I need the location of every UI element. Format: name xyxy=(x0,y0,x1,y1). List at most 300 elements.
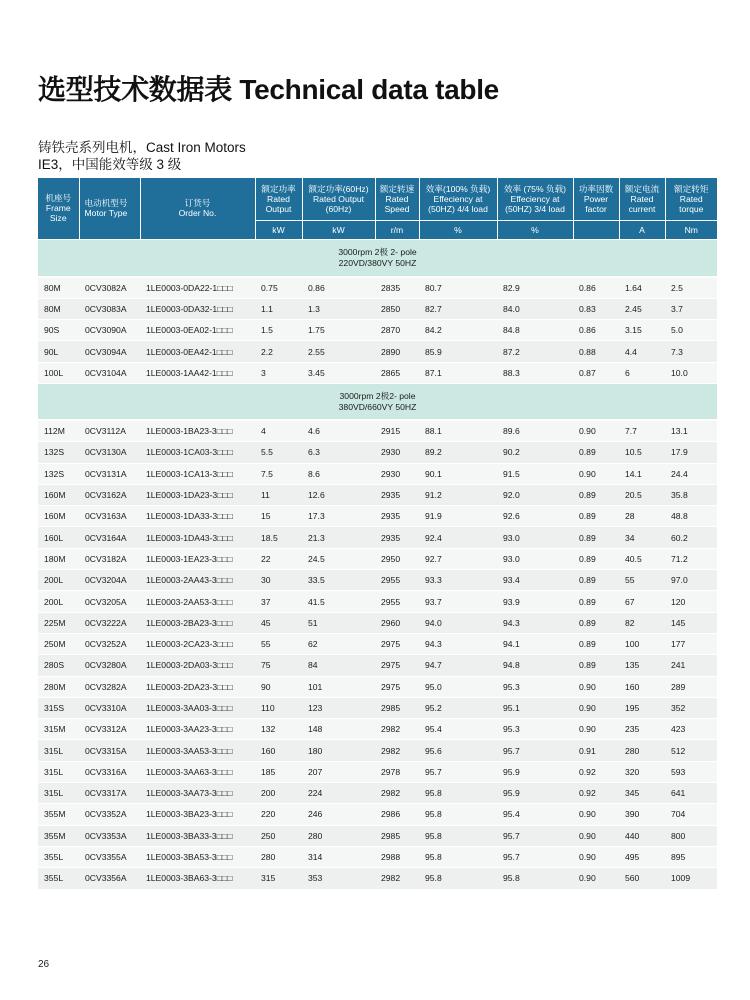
table-cell: 352 xyxy=(665,697,717,718)
subtitle-line-2: IE3，中国能效等级 3 级 xyxy=(38,157,182,172)
table-cell: 85.9 xyxy=(419,341,497,362)
table-cell: 132S xyxy=(38,442,79,463)
table-row xyxy=(38,298,717,319)
unit-cell: kW xyxy=(302,220,375,239)
table-row xyxy=(38,341,717,362)
table-cell: 95.7 xyxy=(497,740,573,761)
table-cell: 0CV3090A xyxy=(79,320,140,341)
table-cell: 0CV3204A xyxy=(79,570,140,591)
table-cell: 89.2 xyxy=(419,442,497,463)
table-cell: 0CV3316A xyxy=(79,761,140,782)
table-cell: 17.9 xyxy=(665,442,717,463)
table-cell: 80M xyxy=(38,277,79,298)
table-cell: 315S xyxy=(38,697,79,718)
table-cell: 2.55 xyxy=(302,341,375,362)
table-cell: 1.5 xyxy=(255,320,302,341)
table-cell: 55 xyxy=(619,570,665,591)
table-cell: 80M xyxy=(38,298,79,319)
table-cell: 135 xyxy=(619,655,665,676)
section-label: 3000rpm 2极 2- pole 220VD/380VY 50HZ xyxy=(38,239,717,277)
table-cell: 90S xyxy=(38,320,79,341)
table-cell: 0CV3315A xyxy=(79,740,140,761)
table-cell: 0.89 xyxy=(573,591,619,612)
table-cell: 1LE0003-0EA02-1□□□ xyxy=(140,320,255,341)
table-cell: 0CV3352A xyxy=(79,804,140,825)
table-cell: 224 xyxy=(302,783,375,804)
subtitle xyxy=(38,139,246,173)
table-cell: 1LE0003-2DA23-3□□□ xyxy=(140,676,255,697)
table-cell: 250 xyxy=(255,825,302,846)
table-cell: 185 xyxy=(255,761,302,782)
table-cell: 0.86 xyxy=(573,277,619,298)
table-cell: 0CV3130A xyxy=(79,442,140,463)
table-cell: 0.83 xyxy=(573,298,619,319)
table-cell: 48.8 xyxy=(665,506,717,527)
table-cell: 30 xyxy=(255,570,302,591)
table-cell: 1LE0003-2AA53-3□□□ xyxy=(140,591,255,612)
table-cell: 2978 xyxy=(375,761,419,782)
table-cell: 95.4 xyxy=(419,719,497,740)
table-cell: 200L xyxy=(38,570,79,591)
table-cell: 1LE0003-1DA43-3□□□ xyxy=(140,527,255,548)
table-cell: 71.2 xyxy=(665,548,717,569)
table-cell: 423 xyxy=(665,719,717,740)
table-cell: 93.3 xyxy=(419,570,497,591)
table-cell: 390 xyxy=(619,804,665,825)
table-cell: 0CV3280A xyxy=(79,655,140,676)
table-cell: 2890 xyxy=(375,341,419,362)
table-cell: 220 xyxy=(255,804,302,825)
table-cell: 0CV3094A xyxy=(79,341,140,362)
table-cell: 37 xyxy=(255,591,302,612)
table-cell: 3.15 xyxy=(619,320,665,341)
header-rated-current: 额定电流 Rated current xyxy=(619,178,665,220)
table-cell: 0.90 xyxy=(573,804,619,825)
table-cell: 20.5 xyxy=(619,484,665,505)
table-cell: 84.8 xyxy=(497,320,573,341)
header-order-no: 订货号 Order No. xyxy=(140,178,255,239)
table-cell: 0CV3182A xyxy=(79,548,140,569)
table-row xyxy=(38,740,717,761)
table-cell: 95.7 xyxy=(497,825,573,846)
table-cell: 2835 xyxy=(375,277,419,298)
table-cell: 84 xyxy=(302,655,375,676)
header-rated-torque: 额定转矩 Rated torque xyxy=(665,178,717,220)
unit-cell: % xyxy=(497,220,573,239)
table-cell: 12.6 xyxy=(302,484,375,505)
table-cell: 0CV3163A xyxy=(79,506,140,527)
table-row xyxy=(38,655,717,676)
table-cell: 315M xyxy=(38,719,79,740)
table-cell: 345 xyxy=(619,783,665,804)
table-cell: 1LE0003-1DA23-3□□□ xyxy=(140,484,255,505)
table-cell: 93.0 xyxy=(497,548,573,569)
table-cell: 87.1 xyxy=(419,362,497,383)
section-header xyxy=(38,383,717,420)
table-cell: 95.8 xyxy=(419,846,497,867)
table-row xyxy=(38,527,717,548)
table-cell: 1LE0003-3AA63-3□□□ xyxy=(140,761,255,782)
table-cell: 75 xyxy=(255,655,302,676)
table-cell: 84.0 xyxy=(497,298,573,319)
table-cell: 1LE0003-3AA03-3□□□ xyxy=(140,697,255,718)
table-cell: 3.45 xyxy=(302,362,375,383)
table-cell: 67 xyxy=(619,591,665,612)
table-cell: 148 xyxy=(302,719,375,740)
table-cell: 560 xyxy=(619,868,665,889)
table-cell: 6.3 xyxy=(302,442,375,463)
table-cell: 0CV3164A xyxy=(79,527,140,548)
table-cell: 241 xyxy=(665,655,717,676)
table-cell: 0.90 xyxy=(573,846,619,867)
table-cell: 1LE0003-3AA23-3□□□ xyxy=(140,719,255,740)
table-cell: 33.5 xyxy=(302,570,375,591)
table-cell: 0.90 xyxy=(573,825,619,846)
table-cell: 2975 xyxy=(375,676,419,697)
table-cell: 35.8 xyxy=(665,484,717,505)
table-cell: 0CV3355A xyxy=(79,846,140,867)
table-cell: 10.5 xyxy=(619,442,665,463)
table-cell: 0CV3312A xyxy=(79,719,140,740)
page-title: 选型技术数据表 Technical data table xyxy=(38,74,499,105)
table-cell: 90L xyxy=(38,341,79,362)
table-cell: 93.7 xyxy=(419,591,497,612)
table-cell: 95.9 xyxy=(497,783,573,804)
table-row xyxy=(38,719,717,740)
table-cell: 315 xyxy=(255,868,302,889)
table-cell: 0.89 xyxy=(573,548,619,569)
table-cell: 1LE0003-1BA23-3□□□ xyxy=(140,420,255,441)
header-efficiency-100: 效率(100% 负载) Effeciency at (50HZ) 4/4 load xyxy=(419,178,497,220)
table-cell: 10.0 xyxy=(665,362,717,383)
table-cell: 177 xyxy=(665,633,717,654)
table-cell: 2955 xyxy=(375,591,419,612)
table-cell: 0.90 xyxy=(573,463,619,484)
table-cell: 440 xyxy=(619,825,665,846)
table-cell: 2.45 xyxy=(619,298,665,319)
table-cell: 95.8 xyxy=(497,868,573,889)
header-rated-speed: 额定转速 Rated Speed xyxy=(375,178,419,220)
table-row xyxy=(38,420,717,441)
header-power-factor: 功率因数 Power factor xyxy=(573,178,619,220)
table-cell: 641 xyxy=(665,783,717,804)
table-cell: 95.7 xyxy=(419,761,497,782)
table-cell: 2985 xyxy=(375,697,419,718)
table-cell: 320 xyxy=(619,761,665,782)
table-cell: 87.2 xyxy=(497,341,573,362)
table-cell: 0.86 xyxy=(302,277,375,298)
table-cell: 314 xyxy=(302,846,375,867)
table-cell: 95.0 xyxy=(419,676,497,697)
table-cell: 95.8 xyxy=(419,825,497,846)
table-cell: 120 xyxy=(665,591,717,612)
table-cell: 7.3 xyxy=(665,341,717,362)
table-cell: 1LE0003-2BA23-3□□□ xyxy=(140,612,255,633)
table-row xyxy=(38,277,717,298)
table-cell: 0.89 xyxy=(573,506,619,527)
table-cell: 80.7 xyxy=(419,277,497,298)
table-cell: 18.5 xyxy=(255,527,302,548)
table-cell: 123 xyxy=(302,697,375,718)
table-cell: 160M xyxy=(38,506,79,527)
table-cell: 24.4 xyxy=(665,463,717,484)
table-cell: 94.3 xyxy=(419,633,497,654)
table-cell: 101 xyxy=(302,676,375,697)
table-cell: 91.2 xyxy=(419,484,497,505)
table-cell: 250M xyxy=(38,633,79,654)
unit-cell: r/m xyxy=(375,220,419,239)
table-cell: 160L xyxy=(38,527,79,548)
table-cell: 2982 xyxy=(375,868,419,889)
table-cell: 355M xyxy=(38,804,79,825)
table-cell: 91.5 xyxy=(497,463,573,484)
table-cell: 7.7 xyxy=(619,420,665,441)
table-cell: 1LE0003-1DA33-3□□□ xyxy=(140,506,255,527)
table-cell: 41.5 xyxy=(302,591,375,612)
table-cell: 62 xyxy=(302,633,375,654)
table-cell: 2870 xyxy=(375,320,419,341)
table-cell: 0.89 xyxy=(573,484,619,505)
table-row xyxy=(38,362,717,383)
table-cell: 97.0 xyxy=(665,570,717,591)
table-cell: 2950 xyxy=(375,548,419,569)
table-row xyxy=(38,548,717,569)
table-cell: 289 xyxy=(665,676,717,697)
header-frame-size: 机座号 Frame Size xyxy=(38,178,79,239)
table-cell: 93.9 xyxy=(497,591,573,612)
table-cell: 0.75 xyxy=(255,277,302,298)
table-cell: 0.90 xyxy=(573,719,619,740)
unit-cell xyxy=(573,220,619,239)
table-row xyxy=(38,463,717,484)
table-cell: 0.90 xyxy=(573,676,619,697)
table-cell: 1.1 xyxy=(255,298,302,319)
table-cell: 0CV3082A xyxy=(79,277,140,298)
table-cell: 2930 xyxy=(375,442,419,463)
table-cell: 2865 xyxy=(375,362,419,383)
section-header xyxy=(38,239,717,277)
table-cell: 90 xyxy=(255,676,302,697)
unit-cell: A xyxy=(619,220,665,239)
table-cell: 0.89 xyxy=(573,570,619,591)
table-cell: 895 xyxy=(665,846,717,867)
table-cell: 195 xyxy=(619,697,665,718)
table-cell: 1LE0003-0DA22-1□□□ xyxy=(140,277,255,298)
table-cell: 200L xyxy=(38,591,79,612)
table-cell: 0.90 xyxy=(573,697,619,718)
table-cell: 95.7 xyxy=(497,846,573,867)
table-cell: 93.0 xyxy=(497,527,573,548)
table-cell: 2985 xyxy=(375,825,419,846)
table-cell: 6 xyxy=(619,362,665,383)
table-cell: 1LE0003-0DA32-1□□□ xyxy=(140,298,255,319)
table-cell: 200 xyxy=(255,783,302,804)
table-row xyxy=(38,612,717,633)
table-cell: 1.75 xyxy=(302,320,375,341)
table-cell: 0.90 xyxy=(573,868,619,889)
table-cell: 45 xyxy=(255,612,302,633)
header-efficiency-75: 效率 (75% 负载) Effeciency at (50HZ) 3/4 load xyxy=(497,178,573,220)
table-cell: 0.87 xyxy=(573,362,619,383)
table-cell: 315L xyxy=(38,761,79,782)
table-cell: 40.5 xyxy=(619,548,665,569)
table-cell: 1LE0003-3AA73-3□□□ xyxy=(140,783,255,804)
table-cell: 2975 xyxy=(375,655,419,676)
table-cell: 7.5 xyxy=(255,463,302,484)
table-row xyxy=(38,676,717,697)
table-cell: 88.3 xyxy=(497,362,573,383)
table-cell: 0CV3356A xyxy=(79,868,140,889)
table-cell: 1LE0003-1EA23-3□□□ xyxy=(140,548,255,569)
table-cell: 95.8 xyxy=(419,868,497,889)
table-cell: 21.3 xyxy=(302,527,375,548)
table-cell: 0CV3162A xyxy=(79,484,140,505)
table-cell: 95.1 xyxy=(497,697,573,718)
table-cell: 95.9 xyxy=(497,761,573,782)
table-cell: 100 xyxy=(619,633,665,654)
table-cell: 355L xyxy=(38,846,79,867)
table-cell: 82 xyxy=(619,612,665,633)
table-cell: 207 xyxy=(302,761,375,782)
table-cell: 0CV3112A xyxy=(79,420,140,441)
table-cell: 132 xyxy=(255,719,302,740)
table-cell: 95.3 xyxy=(497,676,573,697)
table-cell: 95.8 xyxy=(419,783,497,804)
table-cell: 84.2 xyxy=(419,320,497,341)
table-cell: 2930 xyxy=(375,463,419,484)
table-cell: 0.88 xyxy=(573,341,619,362)
section-label: 3000rpm 2极2- pole 380VD/660VY 50HZ xyxy=(38,383,717,420)
table-row xyxy=(38,442,717,463)
table-cell: 160 xyxy=(255,740,302,761)
table-cell: 1LE0003-1CA03-3□□□ xyxy=(140,442,255,463)
table-cell: 1LE0003-3BA63-3□□□ xyxy=(140,868,255,889)
table-cell: 1LE0003-1CA13-3□□□ xyxy=(140,463,255,484)
table-cell: 280M xyxy=(38,676,79,697)
table-cell: 11 xyxy=(255,484,302,505)
table-cell: 0.89 xyxy=(573,655,619,676)
table-cell: 1LE0003-1AA42-1□□□ xyxy=(140,362,255,383)
table-cell: 91.9 xyxy=(419,506,497,527)
table-cell: 1LE0003-2DA03-3□□□ xyxy=(140,655,255,676)
table-cell: 1.3 xyxy=(302,298,375,319)
table-cell: 800 xyxy=(665,825,717,846)
table-cell: 0.89 xyxy=(573,612,619,633)
table-cell: 180 xyxy=(302,740,375,761)
header-rated-output: 额定功率 Rated Output xyxy=(255,178,302,220)
unit-cell: Nm xyxy=(665,220,717,239)
table-cell: 2.5 xyxy=(665,277,717,298)
table-cell: 2915 xyxy=(375,420,419,441)
header-motor-type: 电动机型号 Motor Type xyxy=(79,178,140,239)
table-cell: 0.89 xyxy=(573,527,619,548)
table-cell: 90.1 xyxy=(419,463,497,484)
table-cell: 55 xyxy=(255,633,302,654)
table-cell: 92.7 xyxy=(419,548,497,569)
table-cell: 132S xyxy=(38,463,79,484)
table-cell: 355L xyxy=(38,868,79,889)
section-body xyxy=(38,239,717,383)
table-cell: 145 xyxy=(665,612,717,633)
table-cell: 2975 xyxy=(375,633,419,654)
table-cell: 82.7 xyxy=(419,298,497,319)
table-cell: 5.5 xyxy=(255,442,302,463)
table-cell: 0CV3222A xyxy=(79,612,140,633)
table-row xyxy=(38,320,717,341)
table-cell: 0.90 xyxy=(573,420,619,441)
table-row xyxy=(38,633,717,654)
table-cell: 3 xyxy=(255,362,302,383)
table-cell: 100L xyxy=(38,362,79,383)
header-row xyxy=(38,178,717,220)
table-cell: 0CV3104A xyxy=(79,362,140,383)
table-cell: 34 xyxy=(619,527,665,548)
table-cell: 1LE0003-3AA53-3□□□ xyxy=(140,740,255,761)
table-cell: 110 xyxy=(255,697,302,718)
table-row xyxy=(38,825,717,846)
table-cell: 280 xyxy=(619,740,665,761)
table-cell: 0.92 xyxy=(573,783,619,804)
table-cell: 112M xyxy=(38,420,79,441)
technical-data-table xyxy=(38,178,717,890)
table-cell: 94.0 xyxy=(419,612,497,633)
table-cell: 60.2 xyxy=(665,527,717,548)
unit-cell: % xyxy=(419,220,497,239)
table-cell: 1LE0003-2CA23-3□□□ xyxy=(140,633,255,654)
table-cell: 2982 xyxy=(375,719,419,740)
table-cell: 88.1 xyxy=(419,420,497,441)
table-row xyxy=(38,761,717,782)
table-cell: 0.92 xyxy=(573,761,619,782)
table-cell: 51 xyxy=(302,612,375,633)
table-cell: 593 xyxy=(665,761,717,782)
table-cell: 95.4 xyxy=(497,804,573,825)
table-cell: 235 xyxy=(619,719,665,740)
table-cell: 2935 xyxy=(375,506,419,527)
table-cell: 90.2 xyxy=(497,442,573,463)
table-cell: 1LE0003-2AA43-3□□□ xyxy=(140,570,255,591)
table-cell: 4 xyxy=(255,420,302,441)
table-cell: 0.91 xyxy=(573,740,619,761)
table-cell: 0CV3353A xyxy=(79,825,140,846)
table-cell: 4.6 xyxy=(302,420,375,441)
table-cell: 0CV3282A xyxy=(79,676,140,697)
table-row xyxy=(38,484,717,505)
page-number: 26 xyxy=(38,959,50,970)
table-cell: 94.8 xyxy=(497,655,573,676)
table-cell: 0.86 xyxy=(573,320,619,341)
table-cell: 2935 xyxy=(375,484,419,505)
table-cell: 95.2 xyxy=(419,697,497,718)
table-cell: 4.4 xyxy=(619,341,665,362)
table-cell: 2988 xyxy=(375,846,419,867)
table-cell: 94.3 xyxy=(497,612,573,633)
table-row xyxy=(38,570,717,591)
table-cell: 82.9 xyxy=(497,277,573,298)
table-cell: 225M xyxy=(38,612,79,633)
table-cell: 94.1 xyxy=(497,633,573,654)
table-cell: 0CV3252A xyxy=(79,633,140,654)
table-cell: 0CV3205A xyxy=(79,591,140,612)
table-cell: 1LE0003-3BA33-3□□□ xyxy=(140,825,255,846)
table-cell: 246 xyxy=(302,804,375,825)
table-cell: 315L xyxy=(38,783,79,804)
table-row xyxy=(38,868,717,889)
table-cell: 0CV3083A xyxy=(79,298,140,319)
table-cell: 160 xyxy=(619,676,665,697)
table-row xyxy=(38,697,717,718)
table-cell: 1.64 xyxy=(619,277,665,298)
